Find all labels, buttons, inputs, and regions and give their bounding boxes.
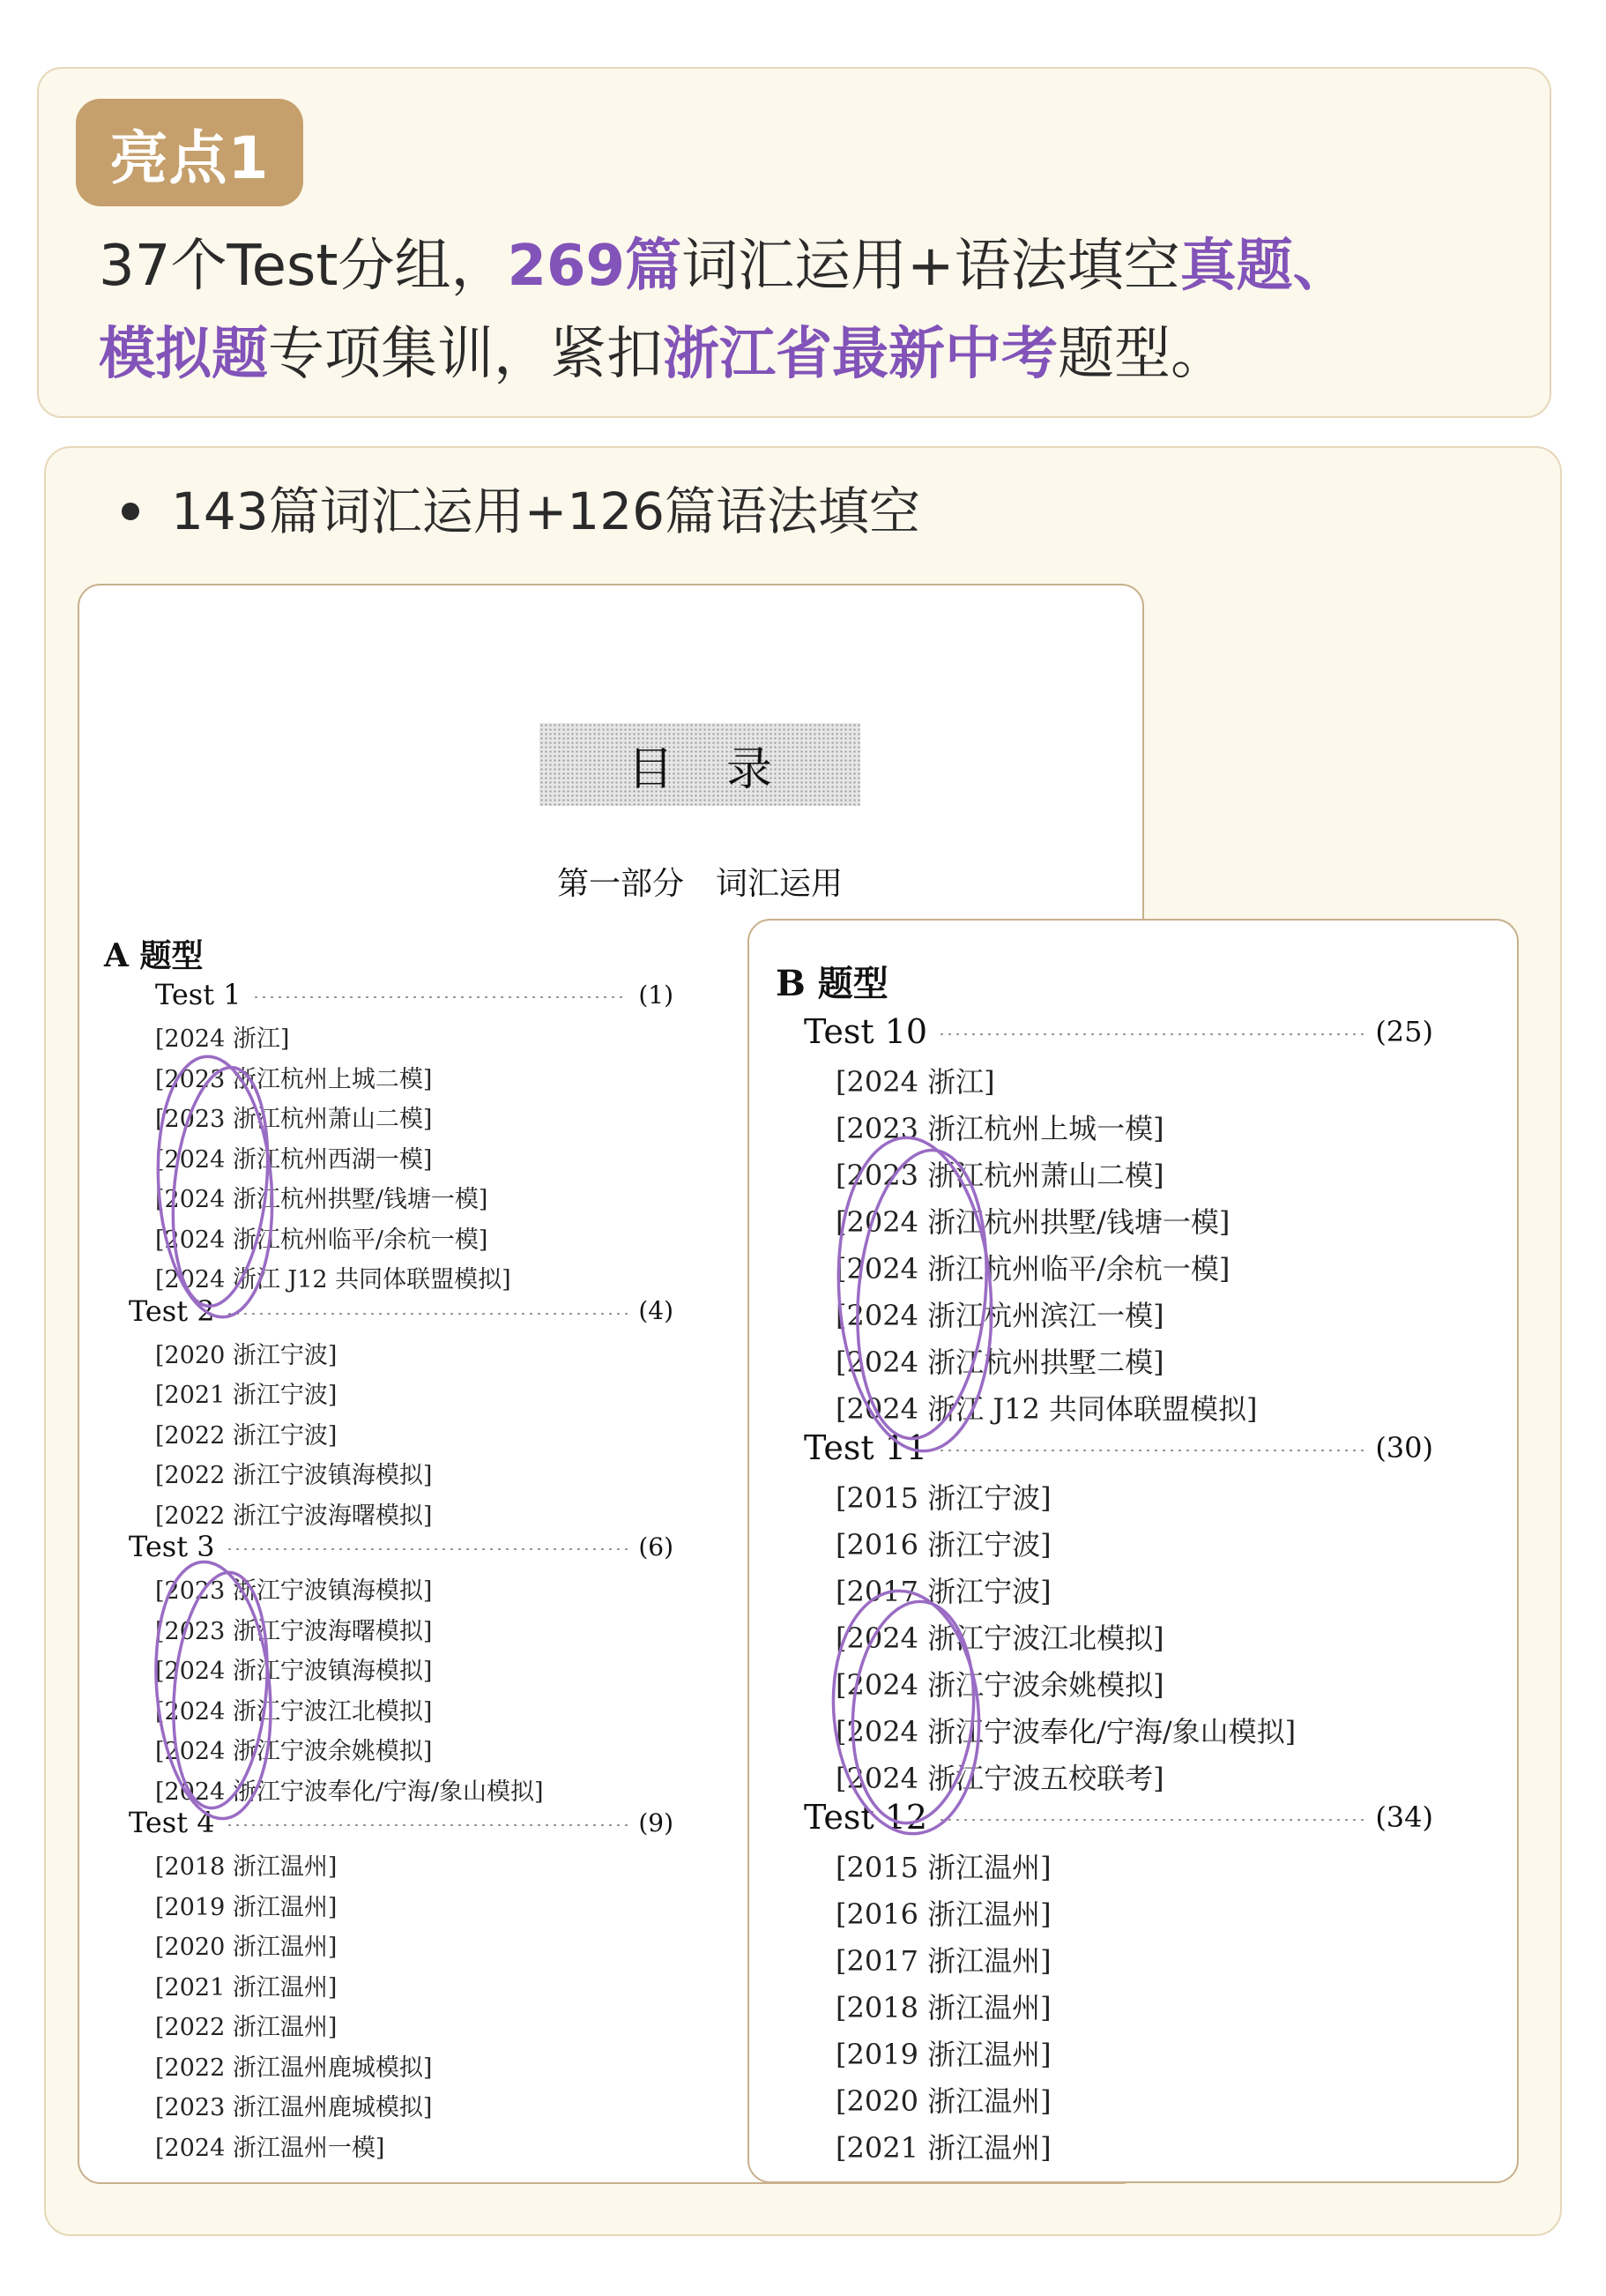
toc-entry: [2024 浙江温州一模] — [155, 2134, 385, 2162]
toc-page-number: (1) — [638, 980, 673, 1010]
toc-entry: [2016 浙江温州] — [836, 1897, 1052, 1931]
toc-entry: [2022 浙江宁波] — [155, 1421, 338, 1450]
headline-text: 专项集训，紧扣 — [268, 322, 663, 387]
toc-entry: [2020 浙江温州] — [836, 2084, 1052, 2118]
toc-entry: [2023 浙江宁波海曙模拟] — [155, 1617, 433, 1645]
toc-entry: [2024 浙江杭州滨江一模] — [836, 1299, 1164, 1332]
oval-annotation-b2-inner — [844, 1597, 982, 1829]
toc-entry: [2020 浙江宁波] — [155, 1341, 338, 1369]
oval-annotation-b1 — [829, 1132, 1001, 1456]
oval-annotation-a2 — [146, 1557, 281, 1823]
section-a-heading: A 题型 — [104, 937, 204, 974]
toc-entry: [2023 浙江杭州上城二模] — [155, 1065, 433, 1093]
toc-test-label: Test 12 — [804, 1798, 928, 1837]
toc-entry: [2024 浙江宁波五校联考] — [836, 1762, 1164, 1795]
toc-entry: [2017 浙江宁波] — [836, 1575, 1052, 1608]
toc-page-number: (34) — [1375, 1800, 1433, 1834]
toc-entry: [2024 浙江宁波奉化/宁海/象山模拟] — [155, 1778, 544, 1806]
toc-entry: [2018 浙江温州] — [155, 1853, 338, 1881]
toc-page-number: (30) — [1375, 1431, 1433, 1465]
toc-entry: [2024 浙江宁波奉化/宁海/象山模拟] — [836, 1715, 1297, 1748]
toc-entry: [2022 浙江温州鹿城模拟] — [155, 2054, 433, 2082]
toc-entry: [2023 浙江杭州上城一模] — [836, 1112, 1164, 1145]
toc-entry: [2023 浙江杭州萧山二模] — [155, 1106, 433, 1133]
toc-test-label: Test 1 — [155, 978, 242, 1011]
toc-page-number: (4) — [638, 1296, 673, 1325]
toc-page-number: (6) — [638, 1532, 673, 1562]
toc-entry: [2024 浙江宁波江北模拟] — [155, 1697, 433, 1726]
oval-annotation-b2 — [823, 1584, 988, 1839]
headline-highlight: 浙江省最新中考 — [663, 322, 1058, 387]
toc-test-label: Test 3 — [129, 1530, 215, 1563]
toc-entry: [2024 浙江宁波余姚模拟] — [155, 1738, 433, 1765]
headline-highlight: 269篇 — [507, 234, 682, 299]
headline-highlight: 模拟题 — [99, 322, 268, 387]
toc-test-label: Test 2 — [129, 1293, 215, 1328]
headline-text: 37个Test分组， — [99, 234, 508, 299]
toc-entry: [2015 浙江温州] — [836, 1851, 1052, 1884]
bullet-text: 143篇词汇运用+126篇语法填空 — [171, 481, 921, 541]
toc-entry: [2024 浙江] — [836, 1065, 995, 1099]
toc-entry: [2016 浙江宁波] — [836, 1528, 1052, 1562]
toc-test-label: Test 10 — [804, 1012, 928, 1051]
toc-test-label: Test 4 — [129, 1806, 215, 1839]
toc-part-title: 第一部分 词汇运用 — [556, 866, 843, 902]
toc-entry: [2019 浙江温州] — [836, 2038, 1052, 2071]
toc-entry: [2022 浙江宁波镇海模拟] — [155, 1462, 433, 1489]
toc-entry: [2023 浙江宁波镇海模拟] — [155, 1577, 433, 1605]
toc-entry: [2024 浙江杭州拱墅二模] — [836, 1346, 1164, 1379]
headline-highlight: 真题、 — [1179, 234, 1349, 299]
toc-entry: [2024 浙江 J12 共同体联盟模拟] — [836, 1392, 1258, 1426]
toc-entry: [2024 浙江] — [155, 1025, 290, 1053]
oval-annotation-a1 — [150, 1053, 280, 1321]
toc-entry: [2023 浙江杭州萧山二模] — [836, 1159, 1164, 1192]
toc-entry: [2022 浙江温州] — [155, 2014, 338, 2041]
toc-entry: [2022 浙江宁波海曙模拟] — [155, 1502, 433, 1530]
toc-entry: [2024 浙江宁波镇海模拟] — [155, 1658, 433, 1685]
toc-page-number: (25) — [1375, 1015, 1433, 1048]
toc-test-label: Test 11 — [804, 1428, 928, 1467]
toc-entry: [2024 浙江杭州西湖一模] — [155, 1145, 433, 1174]
toc-page-number: (9) — [638, 1808, 673, 1838]
section-b-heading: B 题型 — [776, 963, 889, 1004]
toc-entry: [2023 浙江温州鹿城模拟] — [155, 2094, 433, 2121]
toc-entry: [2024 浙江杭州临平/余杭一模] — [836, 1252, 1231, 1286]
toc-entry: [2021 浙江温州] — [836, 2131, 1052, 2165]
toc-entry: [2024 浙江杭州拱墅/钱塘一模] — [836, 1205, 1231, 1239]
toc-title: 目录 — [539, 723, 860, 806]
oval-annotation-b1-inner — [846, 1144, 998, 1443]
oval-annotation-a2-inner — [165, 1569, 277, 1812]
toc-entry: [2024 浙江宁波江北模拟] — [836, 1621, 1164, 1655]
headline-text: 词汇运用+语法填空 — [681, 234, 1180, 299]
highlight-badge: 亮点1 — [76, 99, 303, 206]
toc-entry: [2024 浙江宁波余姚模拟] — [836, 1668, 1164, 1702]
toc-entry: [2017 浙江温州] — [836, 1944, 1052, 1978]
toc-entry: [2019 浙江温州] — [155, 1893, 338, 1921]
headline-text: 题型。 — [1058, 322, 1227, 387]
toc-entry: [2024 浙江 J12 共同体联盟模拟] — [155, 1266, 511, 1293]
toc-entry: [2021 浙江宁波] — [155, 1382, 338, 1409]
toc-entry: [2024 浙江杭州临平/余杭一模] — [155, 1226, 488, 1254]
toc-entry: [2018 浙江温州] — [836, 1991, 1052, 2024]
toc-entry: [2020 浙江温州] — [155, 1934, 338, 1961]
toc-entry: [2024 浙江杭州拱墅/钱塘一模] — [155, 1186, 488, 1213]
toc-entry: [2021 浙江温州] — [155, 1973, 338, 2002]
toc-entry: [2015 浙江宁波] — [836, 1481, 1052, 1515]
